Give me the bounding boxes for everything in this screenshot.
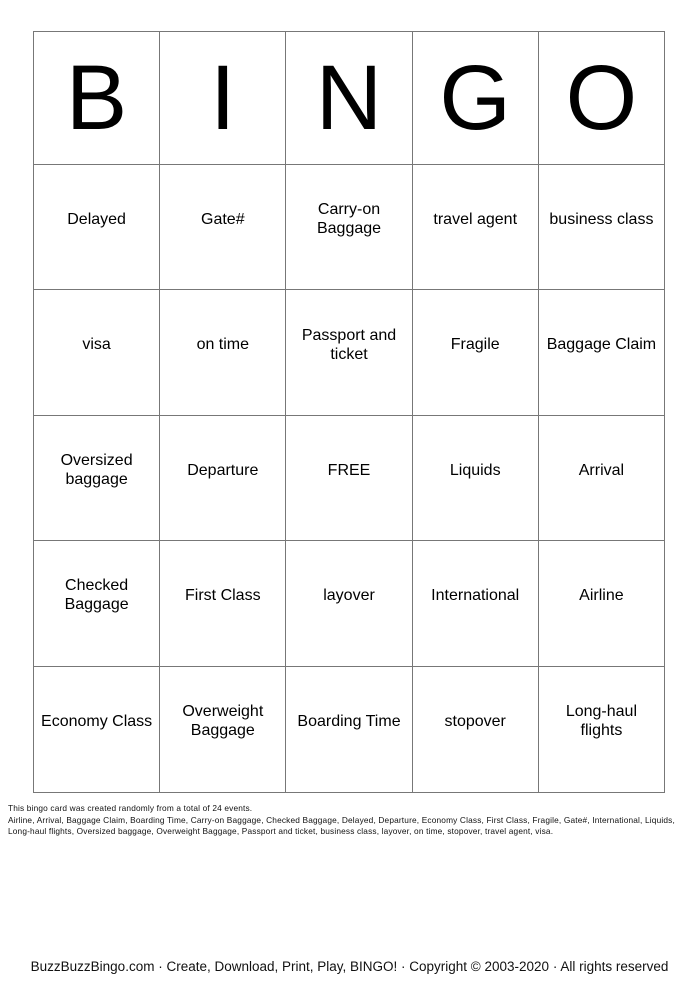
bingo-header-cell-b — [34, 32, 160, 165]
bingo-header-letter: O — [565, 47, 638, 149]
fineprint — [8, 803, 692, 838]
bingo-cell[interactable] — [413, 416, 539, 541]
bingo-cell-label: stopover — [444, 712, 506, 730]
bingo-cell[interactable] — [539, 165, 664, 290]
bingo-cell[interactable] — [286, 667, 412, 792]
bingo-cell-label: on time — [196, 336, 250, 354]
bingo-cell[interactable] — [160, 290, 286, 415]
bingo-cell[interactable] — [34, 667, 160, 792]
bingo-cell[interactable] — [286, 165, 412, 290]
bingo-card — [33, 31, 665, 793]
bingo-header-cell-g — [413, 32, 539, 165]
bingo-header-letter: I — [210, 47, 236, 149]
bingo-cell-label: Boarding Time — [297, 712, 401, 730]
bingo-cell-label: business class — [549, 210, 654, 228]
bingo-cell-label: Overweight Baggage — [182, 703, 264, 740]
footer — [0, 958, 699, 976]
fineprint-event-list: Airline, Arrival, Baggage Claim, Boarding Time, Carry-on Baggage, Checked Baggage, Delayed, Departure, Economy Class, First Class, Fragile, Gate#, International, Liquids, Long-haul flights, Oversized baggage, Overweight Baggage, Passport and ticket, business class, layover, on time, stopover, travel agent, visa. — [8, 814, 675, 836]
bingo-header-letter: B — [65, 47, 128, 149]
bingo-cell[interactable] — [34, 165, 160, 290]
bingo-cell-label: layover — [323, 586, 375, 604]
bingo-cell[interactable] — [413, 541, 539, 666]
bingo-cell[interactable] — [34, 290, 160, 415]
bingo-cell-label: Arrival — [578, 461, 625, 479]
bingo-cell[interactable] — [539, 667, 664, 792]
bingo-header-letter: G — [439, 47, 511, 149]
footer-copyright: BuzzBuzzBingo.com · Create, Download, Print, Play, BINGO! · Copyright © 2003-2020 · All rights reserved — [30, 959, 669, 974]
bingo-cell-label: Long-haul flights — [565, 703, 637, 740]
bingo-row — [34, 667, 664, 792]
bingo-cell[interactable] — [413, 667, 539, 792]
bingo-row — [34, 165, 664, 290]
bingo-cell[interactable] — [160, 667, 286, 792]
bingo-cell-label: FREE — [327, 461, 371, 479]
bingo-cell[interactable] — [413, 165, 539, 290]
bingo-cell-label: visa — [82, 336, 111, 354]
bingo-cell-label: travel agent — [433, 210, 518, 228]
bingo-cell[interactable] — [286, 290, 412, 415]
bingo-cell[interactable] — [539, 416, 664, 541]
bingo-cell[interactable] — [160, 165, 286, 290]
bingo-row — [34, 541, 664, 666]
bingo-cell-label: Gate# — [201, 210, 245, 228]
bingo-header-row — [34, 32, 664, 165]
bingo-cell[interactable] — [160, 541, 286, 666]
bingo-cell-free[interactable] — [286, 416, 412, 541]
bingo-cell-label: Economy Class — [41, 712, 153, 730]
bingo-header-cell-n — [286, 32, 412, 165]
bingo-cell[interactable] — [160, 416, 286, 541]
bingo-cell-label: Carry-on Baggage — [316, 201, 382, 238]
bingo-row — [34, 290, 664, 415]
bingo-cell-label: First Class — [185, 586, 261, 604]
bingo-header-cell-i — [160, 32, 286, 165]
bingo-cell[interactable] — [539, 290, 664, 415]
bingo-cell-label: Oversized baggage — [60, 452, 133, 489]
bingo-row — [34, 416, 664, 541]
bingo-cell-label: Liquids — [449, 461, 501, 479]
bingo-cell[interactable] — [34, 541, 160, 666]
bingo-cell-label: Delayed — [67, 210, 126, 228]
bingo-cell[interactable] — [286, 541, 412, 666]
bingo-header-letter: N — [315, 47, 383, 149]
bingo-cell-label: Airline — [579, 586, 624, 604]
bingo-cell-label: Fragile — [450, 336, 500, 354]
bingo-cell-label: Passport and ticket — [301, 326, 397, 363]
fineprint-summary: This bingo card was created randomly from a total of 24 events. — [8, 803, 253, 813]
bingo-cell-label: International — [431, 586, 520, 604]
bingo-cell-label: Baggage Claim — [546, 336, 657, 354]
bingo-header-cell-o — [539, 32, 664, 165]
bingo-cell-label: Checked Baggage — [64, 577, 129, 614]
bingo-cell[interactable] — [413, 290, 539, 415]
bingo-cell-label: Departure — [187, 461, 259, 479]
bingo-cell[interactable] — [539, 541, 664, 666]
bingo-cell[interactable] — [34, 416, 160, 541]
